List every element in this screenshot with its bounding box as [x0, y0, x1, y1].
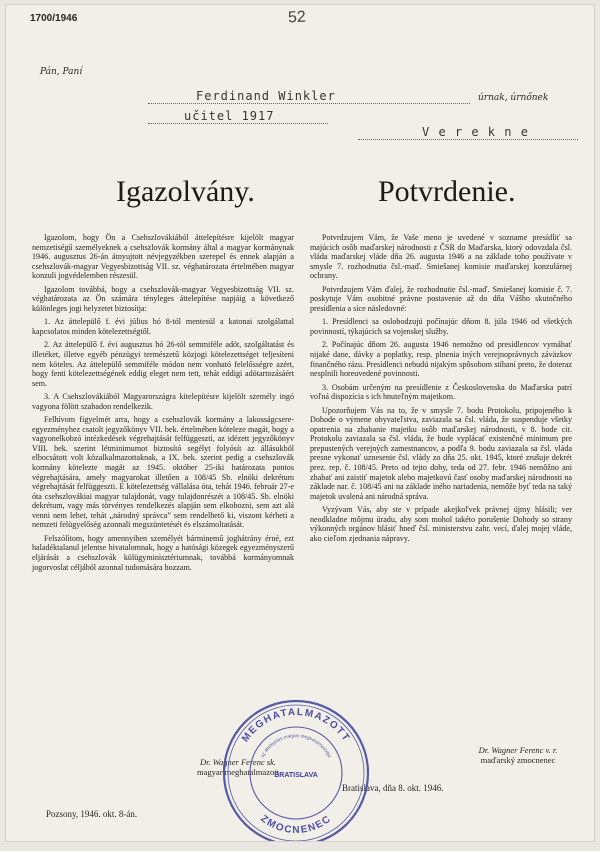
stamp-lower-text: ZMOCNENEC	[258, 813, 334, 837]
occupation-line	[148, 123, 328, 124]
place-line	[358, 139, 578, 140]
document-page	[6, 5, 594, 841]
place-date-hungarian: Pozsony, 1946. okt. 8-án.	[46, 809, 138, 819]
hu-paragraph-3: 1. Az áttelepülő f. évi július hó 8-tól mentesül a katonai szolgálattal kapcsolatos minden kötelezettségtől.	[32, 317, 294, 336]
role-label: úrnak, úrnőnek	[478, 93, 549, 103]
title-slovak: Potvrdenie.	[378, 175, 516, 208]
document-number: 1700/1946	[30, 13, 78, 24]
hu-paragraph-7: Felszólítom, hogy amennyiben személyét bárminemű joghátrány érné, ezt haladéktalanul jelentse hivatalomnak, hogy a hatósági közegek egyezményszerű eljárását a csehszlovák külügyminisztériumnak, továbbá kormányomnak jogorvoslat céljából azonnal tudomására hozzam.	[32, 533, 294, 572]
sk-paragraph-5: 3. Osobám určeným na presídlenie z Československa do Maďarska patrí voľná dispozícia s ich hnuteľným majetkom.	[310, 382, 572, 402]
name-line	[148, 103, 470, 104]
hu-signature-title: magyar meghatalmazott	[197, 767, 279, 777]
sk-paragraph-3: 1. Presídlenci sa oslobodzujú počínajúc dňom 8. júla 1946 od všetkých povinností, týkajúcich sa vojenskej služby.	[310, 317, 572, 336]
sk-paragraph-4: 2. Počínajúc dňom 26. augusta 1946 nemožno od presídlencov vymáhať nijaké dane, dávky a poplatky, resp. plnenia iných verejnoprávnych záväzkov finančného rázu. Presídlenci nebudú nijakým spôsobom stíhaní preto, že doteraz nesplnili horeuvedené povinnosti.	[310, 340, 572, 379]
svg-text:ZMOCNENEC	[258, 813, 333, 836]
hu-paragraph-6: Felhívom figyelmét arra, hogy a csehszlovák kormány a lakosságcsere-egyezményhez csatolt jegyzőkönyv VII. bek. értelmében köteleze magát, hogy a vagyonelkobzó intézkedések végrehajtását felfüggeszti, az idézett jegyzőkönyv VIII. bek. szerint létminimumot biztosító segélyt folyósít az állásukból elbocsátott volt közalkalmazottaknak, a IX. bek. szerint pedig a csehszlovák kormány kötelezte magát az 1945. október 25-iki határozata pontos végrehajtására, amely magyarokat illetően a 108/45 Sb. elnöki dekrétum végrehajtását felfüggeszti. E kötelezettség vállalása óta, tehát 1946. február 27-e óta csehszlovákiai magyar tulajdonát, vagy tulajdonrészét a 108/45. Sb. elnöki dekrétum, vagy más törvényes rendelkezés alapján sem elkobozni, sem azt alá venni nem lehet, tehát „národný správca” sem rendelhető ki, viszont kérheti a nemzeti felügyelőség azonnali megszüntetését és elszámoltatását.	[32, 415, 294, 530]
official-stamp	[220, 697, 372, 841]
svg-text:az áttelepítés magyar meghatal	[260, 733, 333, 759]
sk-signature-title: maďarský zmocnenec	[480, 755, 556, 765]
hu-paragraph-2: Igazolom továbbá, hogy a csehszlovák-magyar Vegyesbizottság VII. sz. véghatározata az Ön számára tényleges áttelepítése napjáig a következő különleges jogi helyzetet biztosítja:	[32, 284, 294, 313]
sk-signature-name: Dr. Wagner Ferenc v. r.	[478, 745, 558, 755]
hu-paragraph-5: 3. A Csehszlovákiából Magyarországra kitelepítésre kijelölt személy ingó vagyona fölött szabadon rendelkezik.	[32, 392, 294, 411]
stamp-outer-text: MEGHATALMAZOTT	[240, 706, 352, 745]
stamp-center-text: BRATISLAVA	[274, 772, 318, 779]
sk-paragraph-7: Vyzývam Vás, aby ste v prípade akejkoľvek právnej újmy hlásili; ver neodkladne môjmu úradu, aby som mohol takéto porušenie Dohody so strany výkonných orgánov hlásiť hneď čsl. ministerstvu zahr. vecí, ďalej mojej vláde, ako cieľom zjednania nápravy.	[310, 505, 572, 543]
hu-paragraph-4: 2. Az áttelepülő f. évi augusztus hó 26-tól semmiféle adót, szolgáltatást és illetéket, illetve egyéb pénzügyi természetű közjogi kötelezettséget teljesíteni nem köteles. Az áttelepülő semmiféle módon nem vonható felelősségre azért, hogy fenti kötelezettségének eddig eleget nem tett, tehát eddigi adótartozásáért sem.	[32, 340, 294, 388]
place-date-slovak: Bratislava, dňa 8. okt. 1946.	[342, 783, 444, 793]
pencil-page-number: 52	[287, 8, 307, 27]
slovak-text-column	[310, 233, 572, 547]
recipient-name: Ferdinand Winkler	[196, 89, 336, 103]
salutation: Pán, Paní	[40, 67, 83, 77]
sk-paragraph-2: Potvrdzujem Vám ďalej, že rozhodnutie čsl.-maď. Smiešanej komisie č. 7. poskytuje Vám osobitné právne postavenie až do dňa Vášho skutočného presídlenia a síce následovné:	[310, 284, 572, 313]
stamp-inner-text: az áttelepítés magyar meghatalmazottja	[259, 732, 333, 759]
title-hungarian: Igazolvány.	[116, 175, 255, 208]
hu-signature-name: Dr. Wagner Ferenc sk.	[199, 757, 277, 767]
sk-paragraph-6: Upozorňujem Vás na to, že v smysle 7. bodu Protokolu, pripojeného k Dohode o výmene obyvateľstva, zaviazala sa čsl. vláda, že suspenduje všetky opatrenia na zhabanie majetku osôb maďarskej národnosti, v 8. bode cit. Protokolu zaviazala sa čsl. vláda, že bude vyplácať existenčné minimum pre prepustených verejných zamestnancov, a podľa 9. bodu zaviazala sa čsl. vláda presne vykonať uznesenie čsl. vlády zo dňa 25. okt. 1945, ktoré zrušuje dekrét prez. rep. č. 108/45. Preto od tejto doby, teda od 27. febr. 1946 nemôžno ani zhabať ani zaistiť majetok alebo majetkovú časť osoby maďarskej národnosti na základe nar. č. 108/45 ani na základe iného nariadenia, nemôže byť teda na taký majetok uvalená ani národná správa.	[310, 405, 572, 501]
slovak-signature	[456, 745, 580, 765]
hungarian-text-column	[32, 233, 294, 576]
hu-paragraph-1: Igazolom, hogy Ön a Csehszlovákiából áttelepítésre kijelölt magyar nemzetiségű személyeknek a csehszlovák kormány által a magyar kormánynak 1946. augusztus 26-án átnyujtott névjegyzékben szerepel és ennek alapján a csehszlovák-magyar Vegyesbizottság VII. sz. véghatározata értelmében magyar konzuli jogvédelemben részesül.	[32, 233, 294, 281]
recipient-place: V e r e k n e	[422, 125, 529, 139]
recipient-occupation: učitel 1917	[184, 109, 275, 123]
sk-paragraph-1: Potvrdzujem Vám, že Vaše meno je uvedené v sozname presídliť sa majúcich osôb maďarskej národnosti z ČSR do Maďarska, ktorý odovzdala čsl. vláda maďarskej vláde dňa 26. augusta 1946 a na základe toho používate v smysle 7. rozhodnutia čsl.-maď. Smiešanej komisie maďarskej konzulárnej ochrany.	[310, 233, 572, 281]
